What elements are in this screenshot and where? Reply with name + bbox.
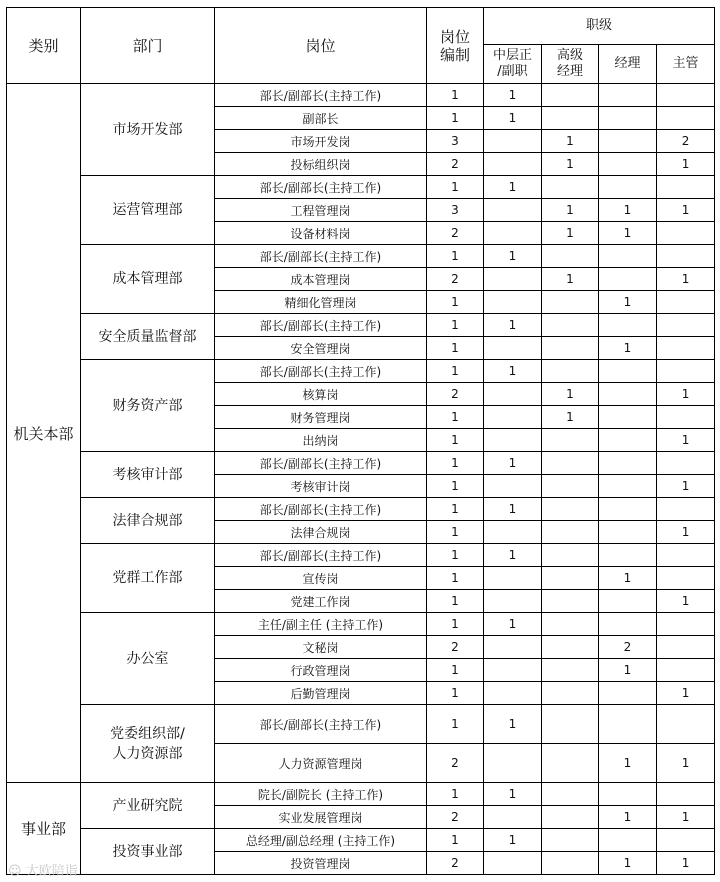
table-row bbox=[7, 84, 715, 107]
department-name: 党群工作部 bbox=[112, 570, 183, 586]
rank-senior-cell bbox=[542, 452, 599, 475]
rank-middle-cell: 1 bbox=[484, 544, 542, 567]
position-cell: 后勤管理岗 bbox=[215, 682, 427, 705]
rank-senior-cell bbox=[542, 176, 599, 199]
position-cell: 考核审计岗 bbox=[215, 475, 427, 498]
rank-supervisor-cell bbox=[657, 84, 715, 107]
category-cell: 事业部 bbox=[7, 783, 81, 875]
rank-manager-cell: 1 bbox=[599, 291, 657, 314]
rank-middle-cell bbox=[484, 337, 542, 360]
headcount-cell: 1 bbox=[427, 783, 484, 806]
rank-supervisor-cell bbox=[657, 636, 715, 659]
rank-manager-cell bbox=[599, 590, 657, 613]
rank-supervisor-cell bbox=[657, 406, 715, 429]
department-cell bbox=[81, 783, 215, 829]
rank-manager-cell bbox=[599, 268, 657, 291]
rank-manager-cell bbox=[599, 153, 657, 176]
position-cell: 部长/副部长(主持工作) bbox=[215, 314, 427, 337]
header-headcount-line2: 编制 bbox=[439, 45, 470, 64]
rank-manager-cell: 2 bbox=[599, 636, 657, 659]
department-cell bbox=[81, 829, 215, 875]
rank-supervisor-cell bbox=[657, 567, 715, 590]
rank-manager-cell bbox=[599, 452, 657, 475]
table-row bbox=[7, 544, 715, 567]
header-rank-senior-line2: 经理 bbox=[556, 64, 583, 79]
department-name: 财务资产部 bbox=[112, 397, 183, 414]
rank-senior-cell: 1 bbox=[542, 153, 599, 176]
rank-middle-cell bbox=[484, 268, 542, 291]
rank-manager-cell: 1 bbox=[599, 567, 657, 590]
rank-senior-cell: 1 bbox=[542, 383, 599, 406]
department-name: 办公室 bbox=[126, 650, 169, 667]
position-cell: 总经理/副总经理 (主持工作) bbox=[215, 829, 427, 852]
position-cell: 精细化管理岗 bbox=[215, 291, 427, 314]
table-body bbox=[7, 84, 715, 875]
position-cell: 出纳岗 bbox=[215, 429, 427, 452]
headcount-cell: 2 bbox=[427, 222, 484, 245]
rank-middle-cell: 1 bbox=[484, 176, 542, 199]
headcount-cell: 2 bbox=[427, 383, 484, 406]
rank-manager-cell bbox=[599, 521, 657, 544]
department-cell bbox=[81, 613, 215, 705]
department-name: 投资事业部 bbox=[112, 843, 183, 860]
position-cell: 部长/副部长(主持工作) bbox=[215, 705, 427, 744]
watermark-text: 大欧陪诣 bbox=[25, 864, 78, 879]
rank-supervisor-cell bbox=[657, 176, 715, 199]
rank-manager-cell: 1 bbox=[599, 199, 657, 222]
headcount-cell: 1 bbox=[427, 682, 484, 705]
position-cell: 实业发展管理岗 bbox=[215, 806, 427, 829]
table-row bbox=[7, 314, 715, 337]
department-cell bbox=[81, 245, 215, 314]
rank-manager-cell: 1 bbox=[599, 337, 657, 360]
department-name: 法律合规部 bbox=[112, 512, 183, 529]
rank-supervisor-cell: 1 bbox=[657, 153, 715, 176]
headcount-cell: 1 bbox=[427, 314, 484, 337]
department-cell bbox=[81, 360, 215, 452]
department-name: 考核审计部 bbox=[112, 466, 183, 483]
rank-middle-cell bbox=[484, 682, 542, 705]
table-row bbox=[7, 452, 715, 475]
table-row bbox=[7, 245, 715, 268]
position-cell: 文秘岗 bbox=[215, 636, 427, 659]
rank-supervisor-cell bbox=[657, 222, 715, 245]
rank-middle-cell: 1 bbox=[484, 245, 542, 268]
rank-senior-cell bbox=[542, 337, 599, 360]
header-rank-senior-line1: 高级 bbox=[556, 48, 583, 63]
rank-middle-cell bbox=[484, 429, 542, 452]
rank-supervisor-cell: 1 bbox=[657, 383, 715, 406]
rank-middle-cell: 1 bbox=[484, 314, 542, 337]
rank-middle-cell bbox=[484, 406, 542, 429]
header-rank-supervisor: 主管 bbox=[657, 45, 715, 84]
headcount-cell: 2 bbox=[427, 852, 484, 875]
rank-manager-cell bbox=[599, 406, 657, 429]
rank-senior-cell bbox=[542, 544, 599, 567]
position-cell: 投资管理岗 bbox=[215, 852, 427, 875]
headcount-cell: 1 bbox=[427, 176, 484, 199]
position-cell: 宣传岗 bbox=[215, 567, 427, 590]
rank-manager-cell bbox=[599, 360, 657, 383]
rank-supervisor-cell: 2 bbox=[657, 130, 715, 153]
header-rank-group: 职级 bbox=[484, 8, 715, 45]
rank-senior-cell: 1 bbox=[542, 199, 599, 222]
rank-manager-cell bbox=[599, 314, 657, 337]
position-cell: 行政管理岗 bbox=[215, 659, 427, 682]
rank-middle-cell: 1 bbox=[484, 829, 542, 852]
position-cell: 成本管理岗 bbox=[215, 268, 427, 291]
headcount-cell: 3 bbox=[427, 130, 484, 153]
rank-manager-cell bbox=[599, 107, 657, 130]
headcount-cell: 1 bbox=[427, 291, 484, 314]
rank-senior-cell bbox=[542, 567, 599, 590]
rank-supervisor-cell: 1 bbox=[657, 852, 715, 875]
rank-middle-cell bbox=[484, 590, 542, 613]
rank-supervisor-cell bbox=[657, 829, 715, 852]
headcount-cell: 1 bbox=[427, 84, 484, 107]
position-cell: 院长/副院长 (主持工作) bbox=[215, 783, 427, 806]
rank-senior-cell bbox=[542, 829, 599, 852]
position-cell: 设备材料岗 bbox=[215, 222, 427, 245]
rank-supervisor-cell bbox=[657, 107, 715, 130]
position-cell: 部长/副部长(主持工作) bbox=[215, 360, 427, 383]
department-name: 成本管理部 bbox=[112, 271, 183, 287]
rank-manager-cell: 1 bbox=[599, 659, 657, 682]
rank-supervisor-cell: 1 bbox=[657, 429, 715, 452]
header-rank-middle-line1: 中层正 bbox=[492, 48, 532, 63]
headcount-cell: 1 bbox=[427, 829, 484, 852]
category-cell: 机关本部 bbox=[7, 84, 81, 783]
headcount-cell: 1 bbox=[427, 590, 484, 613]
rank-middle-cell bbox=[484, 383, 542, 406]
table-row bbox=[7, 176, 715, 199]
rank-manager-cell: 1 bbox=[599, 806, 657, 829]
rank-supervisor-cell bbox=[657, 544, 715, 567]
rank-senior-cell bbox=[542, 783, 599, 806]
rank-middle-cell: 1 bbox=[484, 360, 542, 383]
rank-middle-cell bbox=[484, 291, 542, 314]
rank-senior-cell bbox=[542, 806, 599, 829]
position-cell: 工程管理岗 bbox=[215, 199, 427, 222]
rank-manager-cell bbox=[599, 475, 657, 498]
headcount-cell: 1 bbox=[427, 705, 484, 744]
rank-middle-cell bbox=[484, 475, 542, 498]
position-cell: 部长/副部长(主持工作) bbox=[215, 452, 427, 475]
rank-senior-cell bbox=[542, 475, 599, 498]
headcount-cell: 3 bbox=[427, 199, 484, 222]
header-rank-middle-line2: /副职 bbox=[497, 64, 528, 79]
position-cell: 部长/副部长(主持工作) bbox=[215, 498, 427, 521]
rank-middle-cell bbox=[484, 852, 542, 875]
rank-senior-cell bbox=[542, 498, 599, 521]
table-row bbox=[7, 613, 715, 636]
rank-middle-cell bbox=[484, 130, 542, 153]
position-cell: 法律合规岗 bbox=[215, 521, 427, 544]
header-rank-manager: 经理 bbox=[599, 45, 657, 84]
rank-manager-cell bbox=[599, 613, 657, 636]
header-headcount-line1: 岗位 bbox=[439, 27, 470, 46]
rank-senior-cell bbox=[542, 682, 599, 705]
rank-manager-cell bbox=[599, 383, 657, 406]
position-cell: 副部长 bbox=[215, 107, 427, 130]
headcount-cell: 1 bbox=[427, 567, 484, 590]
table-header bbox=[7, 8, 715, 84]
headcount-cell: 1 bbox=[427, 521, 484, 544]
headcount-cell: 2 bbox=[427, 268, 484, 291]
rank-middle-cell bbox=[484, 222, 542, 245]
rank-supervisor-cell bbox=[657, 452, 715, 475]
rank-middle-cell: 1 bbox=[484, 613, 542, 636]
position-cell: 部长/副部长(主持工作) bbox=[215, 245, 427, 268]
rank-senior-cell bbox=[542, 636, 599, 659]
department-cell bbox=[81, 452, 215, 498]
rank-middle-cell bbox=[484, 199, 542, 222]
header-position: 岗位 bbox=[215, 8, 427, 84]
headcount-cell: 2 bbox=[427, 636, 484, 659]
headcount-cell: 1 bbox=[427, 245, 484, 268]
headcount-cell: 1 bbox=[427, 360, 484, 383]
table-row bbox=[7, 360, 715, 383]
rank-manager-cell bbox=[599, 130, 657, 153]
position-cell: 市场开发岗 bbox=[215, 130, 427, 153]
rank-senior-cell bbox=[542, 659, 599, 682]
rank-supervisor-cell bbox=[657, 291, 715, 314]
rank-supervisor-cell bbox=[657, 659, 715, 682]
rank-middle-cell: 1 bbox=[484, 84, 542, 107]
header-category: 类别 bbox=[7, 8, 81, 84]
position-cell: 投标组织岗 bbox=[215, 153, 427, 176]
rank-supervisor-cell bbox=[657, 705, 715, 744]
department-name: 安全质量监督部 bbox=[98, 328, 197, 345]
rank-supervisor-cell: 1 bbox=[657, 475, 715, 498]
rank-senior-cell: 1 bbox=[542, 222, 599, 245]
rank-senior-cell bbox=[542, 852, 599, 875]
header-rank-senior bbox=[542, 45, 599, 84]
position-cell: 人力资源管理岗 bbox=[215, 744, 427, 783]
rank-senior-cell: 1 bbox=[542, 130, 599, 153]
rank-middle-cell bbox=[484, 567, 542, 590]
rank-supervisor-cell: 1 bbox=[657, 806, 715, 829]
department-name: 市场开发部 bbox=[112, 121, 183, 138]
department-name: 人力资源部 bbox=[112, 745, 183, 762]
table-row bbox=[7, 705, 715, 744]
rank-manager-cell bbox=[599, 84, 657, 107]
rank-supervisor-cell bbox=[657, 245, 715, 268]
rank-supervisor-cell bbox=[657, 613, 715, 636]
rank-senior-cell bbox=[542, 84, 599, 107]
headcount-cell: 2 bbox=[427, 806, 484, 829]
rank-middle-cell: 1 bbox=[484, 107, 542, 130]
rank-senior-cell bbox=[542, 705, 599, 744]
rank-middle-cell bbox=[484, 659, 542, 682]
rank-middle-cell: 1 bbox=[484, 783, 542, 806]
position-cell: 党建工作岗 bbox=[215, 590, 427, 613]
rank-supervisor-cell: 1 bbox=[657, 590, 715, 613]
headcount-cell: 1 bbox=[427, 337, 484, 360]
position-cell: 核算岗 bbox=[215, 383, 427, 406]
rank-manager-cell bbox=[599, 429, 657, 452]
rank-senior-cell: 1 bbox=[542, 406, 599, 429]
rank-senior-cell bbox=[542, 314, 599, 337]
department-cell bbox=[81, 84, 215, 176]
headcount-cell: 1 bbox=[427, 544, 484, 567]
rank-middle-cell: 1 bbox=[484, 498, 542, 521]
rank-manager-cell bbox=[599, 544, 657, 567]
staffing-table bbox=[6, 7, 715, 875]
position-cell: 部长/副部长(主持工作) bbox=[215, 84, 427, 107]
rank-manager-cell bbox=[599, 176, 657, 199]
watermark: ☺ 大欧陪诣 bbox=[8, 864, 78, 879]
header-department: 部门 bbox=[81, 8, 215, 84]
headcount-cell: 1 bbox=[427, 475, 484, 498]
rank-senior-cell bbox=[542, 245, 599, 268]
department-name: 党委组织部/ bbox=[110, 725, 185, 742]
department-cell bbox=[81, 544, 215, 613]
headcount-cell: 1 bbox=[427, 452, 484, 475]
headcount-cell: 1 bbox=[427, 613, 484, 636]
department-cell bbox=[81, 314, 215, 360]
rank-manager-cell bbox=[599, 498, 657, 521]
rank-supervisor-cell bbox=[657, 498, 715, 521]
rank-supervisor-cell bbox=[657, 783, 715, 806]
rank-middle-cell bbox=[484, 153, 542, 176]
department-cell bbox=[81, 498, 215, 544]
department-name: 运营管理部 bbox=[112, 202, 183, 218]
rank-supervisor-cell bbox=[657, 314, 715, 337]
header-headcount bbox=[427, 8, 484, 84]
position-cell: 安全管理岗 bbox=[215, 337, 427, 360]
rank-supervisor-cell: 1 bbox=[657, 199, 715, 222]
department-name: 产业研究院 bbox=[112, 797, 183, 814]
rank-manager-cell: 1 bbox=[599, 222, 657, 245]
rank-senior-cell bbox=[542, 291, 599, 314]
rank-supervisor-cell bbox=[657, 337, 715, 360]
rank-manager-cell: 1 bbox=[599, 744, 657, 783]
rank-supervisor-cell bbox=[657, 360, 715, 383]
rank-manager-cell bbox=[599, 705, 657, 744]
headcount-cell: 1 bbox=[427, 429, 484, 452]
rank-middle-cell: 1 bbox=[484, 452, 542, 475]
rank-senior-cell bbox=[542, 521, 599, 544]
department-cell bbox=[81, 176, 215, 245]
rank-senior-cell bbox=[542, 107, 599, 130]
position-cell: 主任/副主任 (主持工作) bbox=[215, 613, 427, 636]
headcount-cell: 1 bbox=[427, 659, 484, 682]
rank-manager-cell: 1 bbox=[599, 852, 657, 875]
rank-senior-cell bbox=[542, 613, 599, 636]
table-row bbox=[7, 829, 715, 852]
headcount-cell: 1 bbox=[427, 498, 484, 521]
position-cell: 财务管理岗 bbox=[215, 406, 427, 429]
department-cell bbox=[81, 705, 215, 783]
rank-senior-cell bbox=[542, 744, 599, 783]
rank-middle-cell: 1 bbox=[484, 705, 542, 744]
rank-middle-cell bbox=[484, 806, 542, 829]
rank-middle-cell bbox=[484, 636, 542, 659]
rank-senior-cell bbox=[542, 590, 599, 613]
rank-supervisor-cell: 1 bbox=[657, 521, 715, 544]
headcount-cell: 2 bbox=[427, 153, 484, 176]
position-cell: 部长/副部长(主持工作) bbox=[215, 544, 427, 567]
table-row bbox=[7, 498, 715, 521]
rank-middle-cell bbox=[484, 521, 542, 544]
rank-senior-cell bbox=[542, 360, 599, 383]
rank-supervisor-cell: 1 bbox=[657, 268, 715, 291]
headcount-cell: 2 bbox=[427, 744, 484, 783]
headcount-cell: 1 bbox=[427, 107, 484, 130]
rank-manager-cell bbox=[599, 829, 657, 852]
header-rank-middle bbox=[484, 45, 542, 84]
rank-supervisor-cell: 1 bbox=[657, 744, 715, 783]
rank-senior-cell bbox=[542, 429, 599, 452]
rank-senior-cell: 1 bbox=[542, 268, 599, 291]
position-cell: 部长/副部长(主持工作) bbox=[215, 176, 427, 199]
rank-manager-cell bbox=[599, 682, 657, 705]
table-row bbox=[7, 783, 715, 806]
rank-supervisor-cell: 1 bbox=[657, 682, 715, 705]
rank-middle-cell bbox=[484, 744, 542, 783]
headcount-cell: 1 bbox=[427, 406, 484, 429]
rank-manager-cell bbox=[599, 245, 657, 268]
rank-manager-cell bbox=[599, 783, 657, 806]
